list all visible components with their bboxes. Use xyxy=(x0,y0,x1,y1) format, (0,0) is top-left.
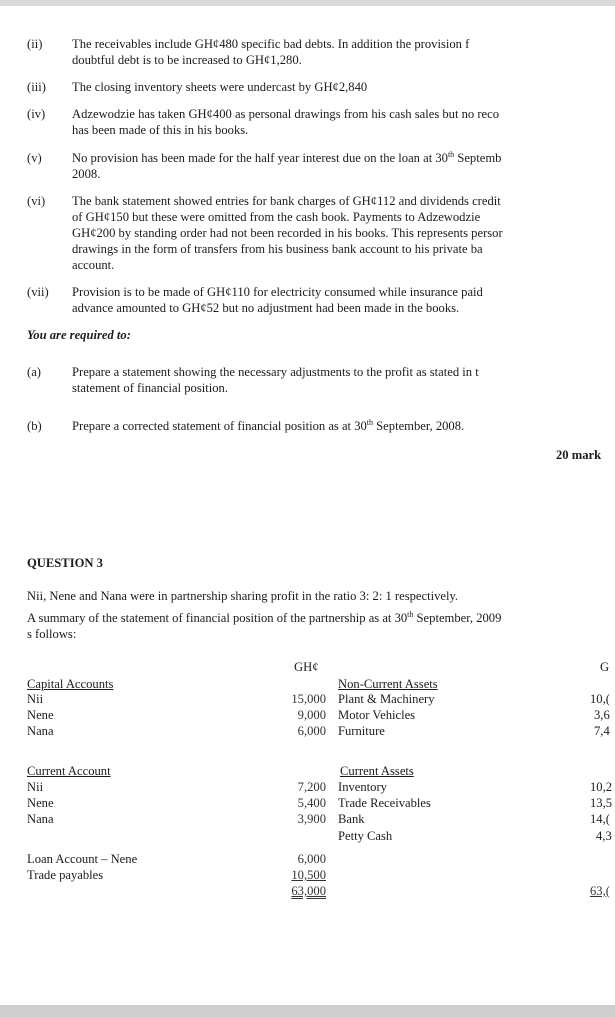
item-text-line: The bank statement showed entries for bank charges of GH¢112 and dividends credit xyxy=(72,194,501,208)
summary-line: A summary of the statement of financial position of the partnership as at 30th September, 2009 xyxy=(27,609,502,625)
item-number: (v) xyxy=(27,151,42,165)
current-asset-name: Inventory xyxy=(338,780,387,794)
capital-account-amount: 9,000 xyxy=(297,708,326,722)
current-asset-amount: 4,3 xyxy=(596,829,612,843)
item-text-line: The receivables include GH¢480 specific bad debts. In addition the provision f xyxy=(72,37,470,51)
item-text-line: doubtful debt is to be increased to GH¢1,280. xyxy=(72,53,302,67)
top-edge xyxy=(0,0,615,6)
currency-header-right: G xyxy=(600,660,610,674)
item-number: (vi) xyxy=(27,194,46,208)
item-text-line: of GH¢150 but these were omitted from the cash book. Payments to Adzewodzie xyxy=(72,210,481,224)
part-number: (a) xyxy=(27,365,41,379)
capital-account-amount: 6,000 xyxy=(297,724,326,738)
part-text-line: Prepare a statement showing the necessary adjustments to the profit as stated in t xyxy=(72,365,479,379)
item-text-line: The closing inventory sheets were undercast by GH¢2,840 xyxy=(72,80,368,94)
required-heading: You are required to: xyxy=(27,328,131,342)
summary-line: s follows: xyxy=(27,627,77,641)
current-account-heading: Current Account xyxy=(27,764,111,778)
item-text-line: Adzewodzie has taken GH¢400 as personal drawings from his cash sales but no reco xyxy=(72,107,500,121)
noncurrent-asset-name: Plant & Machinery xyxy=(338,692,435,706)
capital-account-name: Nana xyxy=(27,724,54,738)
item-text-line: drawings in the form of transfers from his business bank account to his private ba xyxy=(72,242,483,256)
current-assets-heading: Current Assets xyxy=(340,764,414,778)
capital-account-name: Nene xyxy=(27,708,54,722)
item-number: (ii) xyxy=(27,37,43,51)
total-right: 63,( xyxy=(590,884,610,898)
bottom-edge xyxy=(0,1005,615,1017)
item-text-line: advance amounted to GH¢52 but no adjustment had been made in the books. xyxy=(72,301,460,315)
item-text-line: Provision is to be made of GH¢110 for electricity consumed while insurance paid xyxy=(72,285,483,299)
capital-accounts-heading: Capital Accounts xyxy=(27,677,114,691)
capital-account-name: Nii xyxy=(27,692,44,706)
noncurrent-asset-name: Furniture xyxy=(338,724,385,738)
loan-account-label: Loan Account – Nene xyxy=(27,852,138,866)
currency-header-left: GH¢ xyxy=(294,660,319,674)
part-text-line: Prepare a corrected statement of financial position as at 30th September, 2008. xyxy=(72,417,465,433)
item-number: (iii) xyxy=(27,80,46,94)
current-asset-name: Trade Receivables xyxy=(338,796,431,810)
part-text-line: statement of financial position. xyxy=(72,381,228,395)
item-text-line: account. xyxy=(72,258,115,272)
marks-label: 20 mark xyxy=(556,448,602,462)
current-asset-amount: 13,5 xyxy=(590,796,613,810)
item-text-line: GH¢200 by standing order had not been recorded in his books. This represents persor xyxy=(72,226,503,240)
capital-account-amount: 15,000 xyxy=(291,692,326,706)
trade-payables-amount: 10,500 xyxy=(291,868,326,882)
current-asset-amount: 10,2 xyxy=(590,780,613,794)
current-asset-amount: 14,( xyxy=(590,812,610,826)
current-account-amount: 5,400 xyxy=(297,796,326,810)
noncurrent-asset-amount: 3,6 xyxy=(594,708,610,722)
current-asset-name: Bank xyxy=(338,812,365,826)
part-number: (b) xyxy=(27,419,42,433)
noncurrent-asset-amount: 7,4 xyxy=(594,724,610,738)
current-account-name: Nene xyxy=(27,796,54,810)
question-title: QUESTION 3 xyxy=(27,556,103,570)
item-text-line: 2008. xyxy=(72,167,101,181)
question-intro: Nii, Nene and Nana were in partnership sharing profit in the ratio 3: 2: 1 respectively. xyxy=(27,589,459,603)
item-number: (vii) xyxy=(27,285,49,299)
noncurrent-asset-amount: 10,( xyxy=(590,692,610,706)
current-account-amount: 7,200 xyxy=(297,780,326,794)
current-account-name: Nana xyxy=(27,812,54,826)
total-left: 63,000 xyxy=(291,884,326,898)
trade-payables-label: Trade payables xyxy=(27,868,104,882)
noncurrent-asset-name: Motor Vehicles xyxy=(338,708,416,722)
current-account-name: Nii xyxy=(27,780,44,794)
item-text-line: has been made of this in his books. xyxy=(72,123,249,137)
loan-account-amount: 6,000 xyxy=(297,852,326,866)
current-account-amount: 3,900 xyxy=(297,812,326,826)
current-asset-name: Petty Cash xyxy=(338,829,393,843)
item-text-line: No provision has been made for the half year interest due on the loan at 30th Septemb xyxy=(72,149,502,165)
noncurrent-assets-heading: Non-Current Assets xyxy=(338,677,438,691)
item-number: (iv) xyxy=(27,107,46,121)
